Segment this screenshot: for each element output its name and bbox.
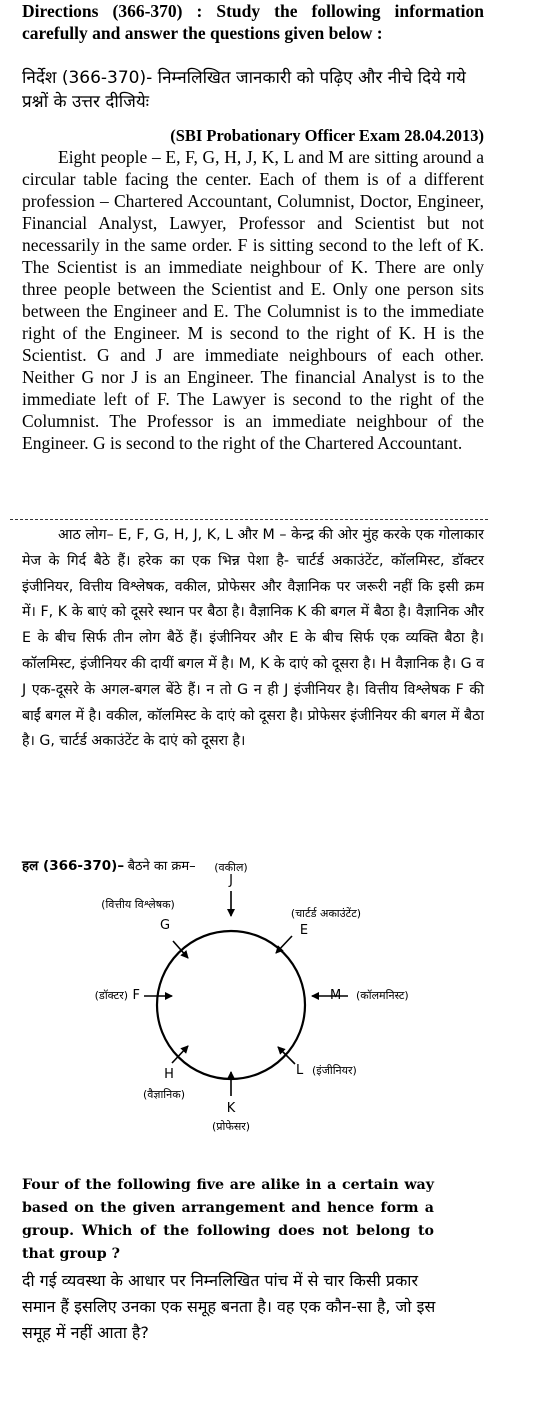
seat-profession-label: (वित्तीय विश्लेषक)	[101, 898, 175, 911]
seat-j	[214, 861, 247, 916]
seat-profession-label: (प्रोफेसर)	[211, 1120, 251, 1133]
seat-person-label: E	[299, 923, 309, 938]
seat-profession-label: (वकील)	[214, 861, 248, 874]
directions-hindi: निर्देश (366-370)- निम्नलिखित जानकारी को पढ़िए और नीचे दिये गये प्रश्नों के उत्तर दीजियेः	[22, 68, 466, 112]
seat-profession-label: (इंजीनियर)	[312, 1064, 357, 1077]
seat-person-label: K	[226, 1101, 236, 1116]
seat-profession-label: (चार्टर्ड अकाउंटेंट)	[290, 907, 362, 920]
seat-g	[101, 898, 188, 958]
seat-profession-label: (वैज्ञानिक)	[142, 1088, 186, 1101]
directions-english: Directions (366-370) : Study the following information carefully and answer the questions given below :	[22, 1, 484, 43]
seat-f	[95, 988, 172, 1003]
seat-arrow	[278, 1047, 295, 1064]
solution-subheading: बैठने का क्रम–	[127, 859, 196, 874]
divider	[10, 519, 488, 520]
seat-profession-label: (डॉक्टर)	[94, 989, 128, 1002]
solution-heading	[22, 856, 484, 875]
round-table	[157, 931, 305, 1079]
exam-source: (SBI Probationary Officer Exam 28.04.2013)	[170, 126, 484, 145]
seat-arrow	[172, 1046, 188, 1063]
passage-hindi	[22, 523, 484, 755]
seat-person-label: F	[132, 988, 140, 1003]
passage-english	[22, 146, 484, 454]
seat-arrow	[276, 936, 292, 953]
seat-person-label: M	[330, 988, 342, 1003]
passage-english-text: Eight people – E, F, G, H, J, K, L and M are sitting around a circular table facing the center. Each of them is of a different profession – Chartered Accountant, Columnist, Doctor, Engineer, Financial Analyst, Lawyer, Professor and Scientist but not necessarily in the same order. F is sitting second to the left of K. The Scientist is an immediate neighbour of K. There are only three people between the Scientist and E. Only one person sits between the Engineer and E. The Columnist is to the immediate right of the Engineer. M is second to the right of K. H is the Scientist. G and J are immediate neighbours of each other. Neither G nor J is an Engineer. The financial Analyst is to the immediate left of F. The Lawyer is second to the right of the Columnist. The Professor is an immediate neighbour of the Engineer. G is second to the right of the Chartered Accountant.	[22, 147, 484, 453]
seat-e	[276, 907, 361, 953]
seat-profession-label: (कॉलमनिस्ट)	[356, 989, 409, 1002]
passage-hindi-text: आठ लोग– E, F, G, H, J, K, L और M – केन्द्र की ओर मुंह करके एक गोलाकार मेज के गिर्द बैठे हैं। हरेक का एक भिन्न पेशा है- चार्टर्ड अकाउंटेंट, कॉलमिस्ट, डॉक्टर इंजीनियर, वित्तीय विश्लेषक, वकील, प्रोफेसर और वैज्ञानिक पर जरूरी नहीं कि इसी क्रम में। F, K के बाएं को दूसरे स्थान पर बैठा है। वैज्ञानिक K की बगल में बैठा है। वैज्ञानिक और E के बीच सिर्फ तीन लोग बैठें हैं। इंजीनियर और E के बीच सिर्फ एक व्यक्ति बैठा है। कॉलमिस्ट, इंजीनियर की दायीं बगल में है। M, K के दाएं को दूसरा है। H वैज्ञानिक है। G व J एक-दूसरे के अगल-बगल बेंठे हैं। न तो G न ही J इंजीनियर है। वित्तीय विश्लेषक F की बाईं बगल में है। वकील, कॉलमिस्ट के दाएं को दूसरा है। प्रोफेसर इंजीनियर की बगल में बैठा है। G, चार्टर्ड अकाउंटेंट के दाएं को दूसरा है।	[22, 527, 484, 750]
seat-m	[312, 988, 409, 1003]
seat-k	[212, 1072, 250, 1133]
seat-person-label: H	[164, 1067, 174, 1082]
question-hindi: दी गई व्यवस्था के आधार पर निम्नलिखित पांच में से चार किसी प्रकार समान हैं इसलिए उनका एक समूह बनता है। वह एक कौन-सा है, जो इस समूह में नहीं आता है?	[22, 1271, 436, 1342]
seat-person-label: L	[296, 1063, 304, 1078]
seat-person-label: G	[159, 918, 171, 933]
question-english: Four of the following five are alike in a certain way based on the given arrangement and hence form a group. Which of the following does not belong to that group ?	[22, 1177, 434, 1262]
solution-label: हल (366-370)–	[22, 858, 125, 874]
seat-person-label: J	[229, 873, 233, 888]
seat-h	[143, 1046, 188, 1101]
